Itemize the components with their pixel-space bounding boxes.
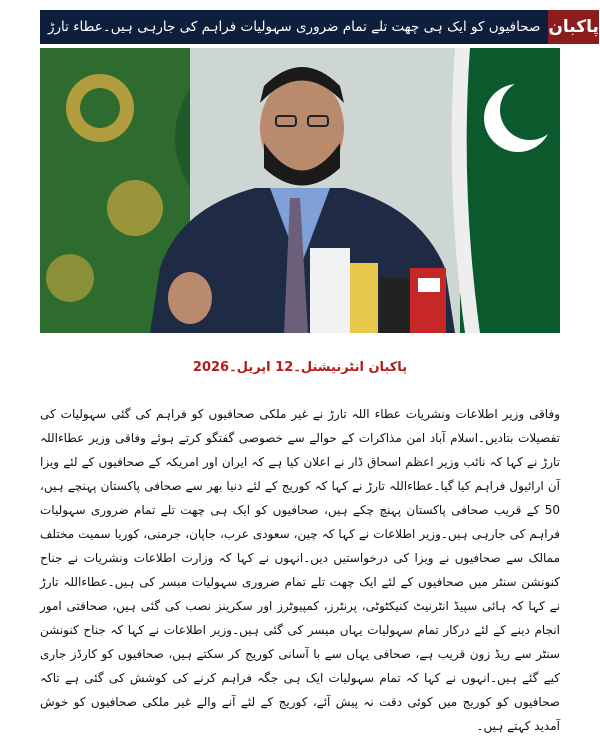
brand-logo: پاکبان [548,10,599,44]
article-header [40,10,599,44]
article-photo [40,48,560,333]
press-conference-image [40,48,560,333]
article-body [40,402,560,738]
byline: پاکبان انٹرنیشنل۔12 اپریل۔2026 [192,360,408,375]
headline: صحافیوں کو ایک ہی چھت تلے تمام ضروری سہولیات فراہم کی جارہی ہیں۔عطاء تارڑ [40,10,548,44]
article-paragraph: وفاقی وزیر اطلاعات ونشریات عطاء اللہ تارڑ نے غیر ملکی صحافیوں کو فراہم کی گئی سہولیات کی تفصیلات بتادیں۔اسلام آباد امن مذاکرات کے حوالے سے خصوصی گفتگو کرتے ہوئے وفاقی وزیر عطاءاللہ تارڑ نے کہا کہ نائب وزیر اعظم اسحاق ڈار نے اعلان کیا ہے کہ ایران اور امریکہ کے صحافیوں کے لئے ویزا آن ارائیول فراہم کیا گیا۔عطاءاللہ تارڑ نے کہا کہ کوریج کے لئے دنیا بھر سے صحافی پاکستان پہنچے ہیں، 50 کے قریب صحافی پاکستان پہنچ چکے ہیں، صحافیوں کو ایک ہی چھت تلے تمام ضروری سہولیات فراہم کی جارہی ہیں۔وزیر اطلاعات نے کہا کہ چین، سعودی عرب، جاپان، جرمنی، کوریا سمیت مختلف ممالک سے صحافیوں نے ویزا کی درخواستیں دیں۔انہوں نے کہا کہ وزارت اطلاعات ونشریات نے جناح کنونشن سنٹر میں صحافیوں کے لئے ایک چھت تلے تمام ضروری سہولیات میسر کی ہیں۔عطاءاللہ تارڑ نے کہا کہ ہائی سپیڈ انٹرنیٹ کنیکٹوٹی، پرنٹرز، کمپیوٹرز اور سکرینز نصب کی گئی ہیں، صحافتی امور انجام دینے کے لئے درکار تمام سہولیات یہاں میسر کی گئی ہیں۔وزیر اطلاعات نے کہا کہ جناح کنونشن سنٹر سے ریڈ زون قریب ہے، صحافی یہاں سے با آسانی کوریج کر سکتے ہیں، صحافیوں کو کارڈز جاری کیے گئے ہیں۔انہوں نے کہا کہ تمام سہولیات ایک ہی جگہ فراہم کرنے کی کوشش کی گئی ہے تاکہ صحافیوں کو کوریج میں کوئی دقت نہ پیش آئے، کوریج کے لئے آنے والے غیر ملکی صحافیوں کو خوش آمدید کہتے ہیں۔ [40,407,560,733]
